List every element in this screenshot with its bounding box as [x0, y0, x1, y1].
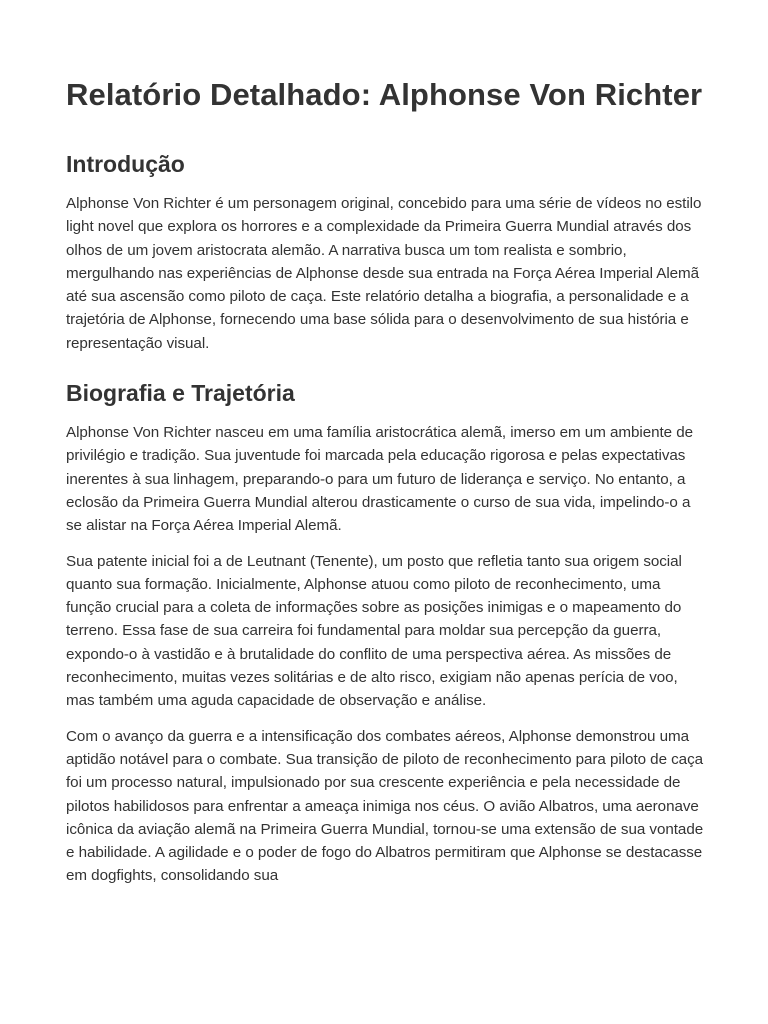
paragraph: Sua patente inicial foi a de Leutnant (Tenente), um posto que refletia tanto sua origem social quanto sua formação. Inicialmente, Alphonse atuou como piloto de reconhecimento, uma função crucial para a coleta de informações sobre as posições inimigas e o mapeamento do terreno. Essa fase de sua carreira foi fundamental para moldar sua percepção da guerra, expondo-o à vastidão e à brutalidade do conflito de uma perspectiva aérea. As missões de reconhecimento, muitas vezes solitárias e de alto risco, exigiam não apenas perícia de voo, mas também uma aguda capacidade de observação e análise. [66, 552, 682, 710]
document-page [66, 72, 706, 900]
section-biografia [66, 377, 706, 888]
paragraph: Alphonse Von Richter é um personagem original, concebido para uma série de vídeos no estilo light novel que explora os horrores e a complexidade da Primeira Guerra Mundial através dos olhos de um jovem aristocrata alemão. A narrativa busca um tom realista e sombrio, mergulhando nas experiências de Alphonse desde sua entrada na Força Aérea Imperial Alemã até sua ascensão como piloto de caça. Este relatório detalha a biografia, a personalidade e a trajetória de Alphonse, fornecendo uma base sólida para o desenvolvimento de sua história e representação visual. [66, 195, 702, 352]
section-heading: Biografia e Trajetória [66, 380, 295, 407]
paragraph: Com o avanço da guerra e a intensificação dos combates aéreos, Alphonse demonstrou uma aptidão notável para o combate. Sua transição de piloto de reconhecimento para piloto de caça foi um processo natural, impulsionado por sua crescente experiência e pela necessidade de pilotos habilidosos para enfrentar a ameaça inimiga nos céus. O avião Albatros, uma aeronave icônica da aviação alemã na Primeira Guerra Mundial, tornou-se uma extensão de sua vontade e habilidade. A agilidade e o poder de fogo do Albatros permitiram que Alphonse se destacasse em dogfights, consolidando sua [66, 727, 704, 885]
section-heading: Introdução [66, 151, 185, 177]
paragraph: Alphonse Von Richter nasceu em uma família aristocrática alemã, imerso em um ambiente de privilégio e tradição. Sua juventude foi marcada pela educação rigorosa e pelas expectativas inerentes à sua linhagem, preparando-o para um futuro de liderança e serviço. No entanto, a eclosão da Primeira Guerra Mundial alterou drasticamente o curso de sua vida, impelindo-o a se alistar na Força Aérea Imperial Alemã. [66, 424, 694, 535]
section-introducao [66, 148, 706, 355]
document-title: Relatório Detalhado: Alphonse Von Richter [66, 77, 703, 112]
